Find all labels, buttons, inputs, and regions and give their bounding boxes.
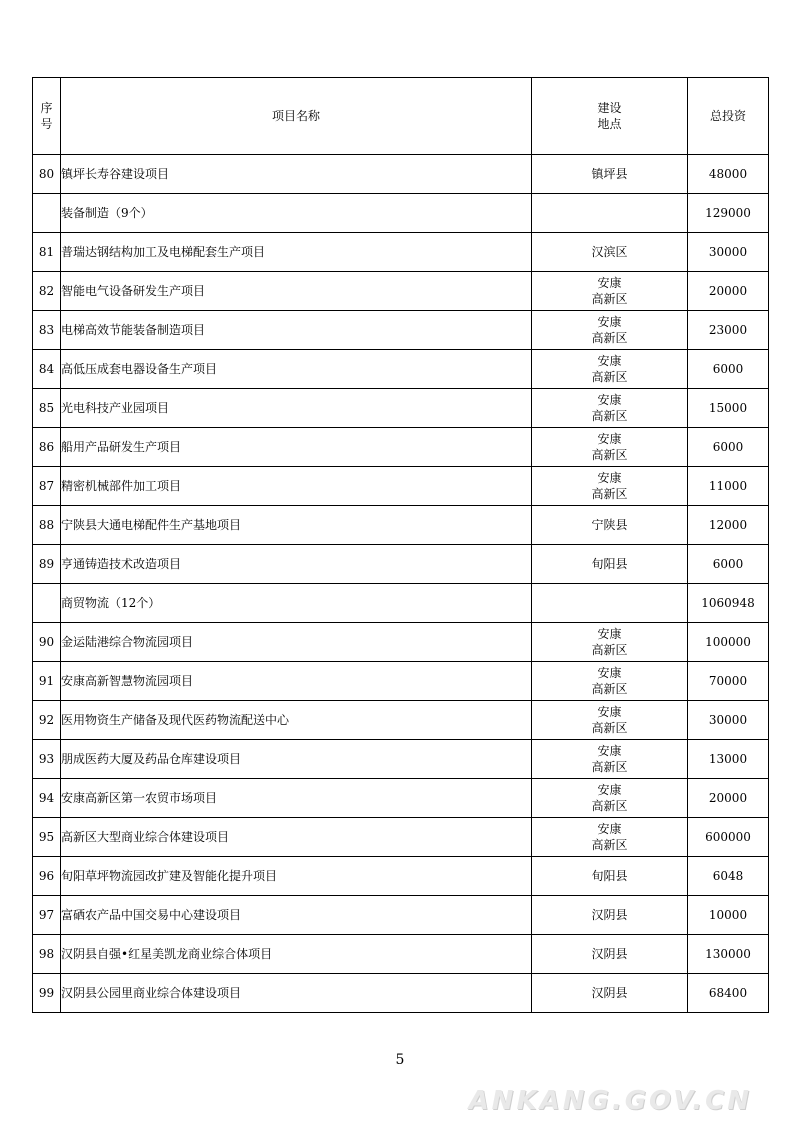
table-row xyxy=(33,740,769,779)
table-row xyxy=(33,545,769,584)
project-name: 精密机械部件加工项目 xyxy=(61,467,532,506)
project-location xyxy=(532,194,688,233)
project-location xyxy=(532,545,688,584)
row-serial-number: 83 xyxy=(33,311,61,350)
location-line: 宁陕县 xyxy=(591,518,628,532)
category-total-investment: 129000 xyxy=(688,194,769,233)
row-serial-number: 82 xyxy=(33,272,61,311)
project-location xyxy=(532,272,688,311)
project-name: 宁陕县大通电梯配件生产基地项目 xyxy=(61,506,532,545)
project-location xyxy=(532,779,688,818)
table-row xyxy=(33,896,769,935)
project-location xyxy=(532,896,688,935)
row-serial-number: 96 xyxy=(33,857,61,896)
site-watermark: ANKANG.GOV.CN xyxy=(468,1086,752,1116)
location-line: 高新区 xyxy=(591,409,628,423)
project-name: 朋成医药大厦及药品仓库建设项目 xyxy=(61,740,532,779)
project-investment: 48000 xyxy=(688,155,769,194)
location-line: 高新区 xyxy=(591,760,628,774)
page-number: 5 xyxy=(395,1052,405,1068)
table-row xyxy=(33,311,769,350)
project-location xyxy=(532,701,688,740)
project-location xyxy=(532,662,688,701)
row-serial-number: 85 xyxy=(33,389,61,428)
location-line: 安康 xyxy=(597,354,622,368)
location-line: 旬阳县 xyxy=(591,557,628,571)
table-row xyxy=(33,935,769,974)
row-serial-number: 91 xyxy=(33,662,61,701)
row-serial-number: 93 xyxy=(33,740,61,779)
location-line: 高新区 xyxy=(591,370,628,384)
project-location xyxy=(532,350,688,389)
project-investment: 30000 xyxy=(688,701,769,740)
table-row xyxy=(33,779,769,818)
project-name: 船用产品研发生产项目 xyxy=(61,428,532,467)
table-row xyxy=(33,506,769,545)
project-name: 安康高新区第一农贸市场项目 xyxy=(61,779,532,818)
location-line: 安康 xyxy=(597,627,622,641)
project-investment: 23000 xyxy=(688,311,769,350)
table-row xyxy=(33,701,769,740)
location-line: 安康 xyxy=(597,705,622,719)
row-serial-number: 84 xyxy=(33,350,61,389)
table-row xyxy=(33,662,769,701)
project-name: 镇坪长寿谷建设项目 xyxy=(61,155,532,194)
project-name: 亨通铸造技术改造项目 xyxy=(61,545,532,584)
row-serial-number: 97 xyxy=(33,896,61,935)
project-location xyxy=(532,467,688,506)
table-header xyxy=(33,78,769,155)
project-location xyxy=(532,974,688,1013)
row-serial-number: 99 xyxy=(33,974,61,1013)
project-investment: 6048 xyxy=(688,857,769,896)
project-investment: 6000 xyxy=(688,545,769,584)
project-name: 高低压成套电器设备生产项目 xyxy=(61,350,532,389)
location-line: 高新区 xyxy=(591,448,628,462)
location-line: 镇坪县 xyxy=(591,167,628,181)
location-line: 安康 xyxy=(597,744,622,758)
project-location xyxy=(532,740,688,779)
location-line: 安康 xyxy=(597,315,622,329)
row-serial-number xyxy=(33,584,61,623)
project-name: 电梯高效节能装备制造项目 xyxy=(61,311,532,350)
table-row xyxy=(33,818,769,857)
project-location xyxy=(532,584,688,623)
project-investment: 10000 xyxy=(688,896,769,935)
location-line: 安康 xyxy=(597,822,622,836)
category-row xyxy=(33,194,769,233)
project-investment: 68400 xyxy=(688,974,769,1013)
project-location xyxy=(532,428,688,467)
category-total-investment: 1060948 xyxy=(688,584,769,623)
row-serial-number: 80 xyxy=(33,155,61,194)
header-location: 建设 地点 xyxy=(532,78,688,155)
project-name: 汉阴县公园里商业综合体建设项目 xyxy=(61,974,532,1013)
table-body xyxy=(33,155,769,1013)
project-location xyxy=(532,389,688,428)
project-location xyxy=(532,311,688,350)
project-name: 普瑞达钢结构加工及电梯配套生产项目 xyxy=(61,233,532,272)
row-serial-number: 98 xyxy=(33,935,61,974)
project-table xyxy=(32,77,769,1013)
project-investment: 20000 xyxy=(688,779,769,818)
location-line: 高新区 xyxy=(591,487,628,501)
table-row xyxy=(33,467,769,506)
project-investment: 600000 xyxy=(688,818,769,857)
row-serial-number: 90 xyxy=(33,623,61,662)
project-location xyxy=(532,506,688,545)
table-row xyxy=(33,857,769,896)
project-location xyxy=(532,857,688,896)
project-name: 富硒农产品中国交易中心建设项目 xyxy=(61,896,532,935)
location-line: 汉阴县 xyxy=(591,947,628,961)
location-line: 旬阳县 xyxy=(591,869,628,883)
project-name: 智能电气设备研发生产项目 xyxy=(61,272,532,311)
category-row xyxy=(33,584,769,623)
row-serial-number: 86 xyxy=(33,428,61,467)
project-name: 旬阳草坪物流园改扩建及智能化提升项目 xyxy=(61,857,532,896)
project-investment: 11000 xyxy=(688,467,769,506)
row-serial-number: 81 xyxy=(33,233,61,272)
project-investment: 70000 xyxy=(688,662,769,701)
project-name: 安康高新智慧物流园项目 xyxy=(61,662,532,701)
row-serial-number: 95 xyxy=(33,818,61,857)
location-line: 安康 xyxy=(597,783,622,797)
location-line: 安康 xyxy=(597,471,622,485)
table-row xyxy=(33,428,769,467)
project-name: 汉阴县自强•红星美凯龙商业综合体项目 xyxy=(61,935,532,974)
table-row xyxy=(33,623,769,662)
project-investment: 12000 xyxy=(688,506,769,545)
location-line: 高新区 xyxy=(591,799,628,813)
project-name: 金运陆港综合物流园项目 xyxy=(61,623,532,662)
project-investment: 13000 xyxy=(688,740,769,779)
project-investment: 100000 xyxy=(688,623,769,662)
location-line: 汉阴县 xyxy=(591,908,628,922)
project-investment: 30000 xyxy=(688,233,769,272)
project-name: 光电科技产业园项目 xyxy=(61,389,532,428)
project-location xyxy=(532,935,688,974)
table-row xyxy=(33,350,769,389)
location-line: 安康 xyxy=(597,432,622,446)
row-serial-number xyxy=(33,194,61,233)
project-investment: 130000 xyxy=(688,935,769,974)
project-investment: 20000 xyxy=(688,272,769,311)
location-line: 汉阴县 xyxy=(591,986,628,1000)
row-serial-number: 87 xyxy=(33,467,61,506)
category-name: 装备制造（9个） xyxy=(61,194,532,233)
project-name: 医用物资生产储备及现代医药物流配送中心 xyxy=(61,701,532,740)
header-serial-number: 序 号 xyxy=(33,78,61,155)
project-name: 高新区大型商业综合体建设项目 xyxy=(61,818,532,857)
project-investment: 15000 xyxy=(688,389,769,428)
location-line: 汉滨区 xyxy=(591,245,628,259)
location-line: 高新区 xyxy=(591,292,628,306)
location-line: 安康 xyxy=(597,393,622,407)
table-row xyxy=(33,272,769,311)
location-line: 高新区 xyxy=(591,643,628,657)
location-line: 安康 xyxy=(597,666,622,680)
location-line: 安康 xyxy=(597,276,622,290)
project-location xyxy=(532,233,688,272)
header-project-name: 项目名称 xyxy=(61,78,532,155)
table-row xyxy=(33,155,769,194)
row-serial-number: 88 xyxy=(33,506,61,545)
row-serial-number: 89 xyxy=(33,545,61,584)
project-investment: 6000 xyxy=(688,350,769,389)
row-serial-number: 94 xyxy=(33,779,61,818)
project-location xyxy=(532,818,688,857)
location-line: 高新区 xyxy=(591,682,628,696)
project-location xyxy=(532,623,688,662)
table-row xyxy=(33,389,769,428)
table-row xyxy=(33,233,769,272)
header-total-investment: 总投资 xyxy=(688,78,769,155)
location-line: 高新区 xyxy=(591,838,628,852)
project-location xyxy=(532,155,688,194)
location-line: 高新区 xyxy=(591,331,628,345)
location-line: 高新区 xyxy=(591,721,628,735)
table-row xyxy=(33,974,769,1013)
category-name: 商贸物流（12个） xyxy=(61,584,532,623)
row-serial-number: 92 xyxy=(33,701,61,740)
project-investment: 6000 xyxy=(688,428,769,467)
